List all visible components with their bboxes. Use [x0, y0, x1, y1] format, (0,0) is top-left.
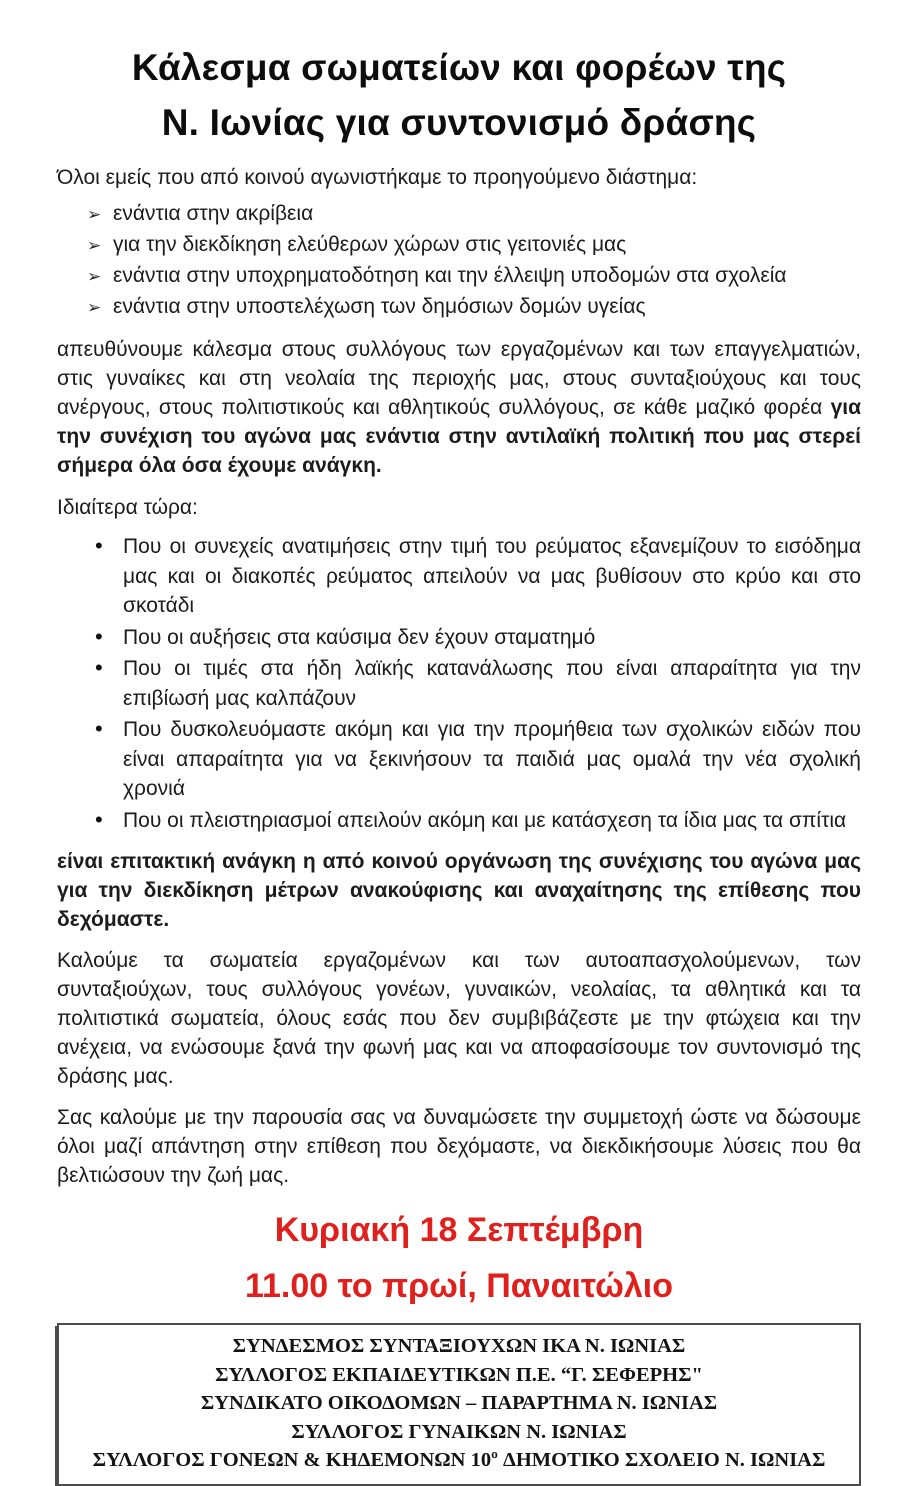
list-item-text: Που οι πλειστηριασμοί απειλούν ακόμη και με κατάσχεση τα ίδια μας τα σπίτια — [123, 808, 847, 832]
list-item-text: για την διεκδίκηση ελεύθερων χώρων στις γειτονιές μας — [113, 233, 627, 256]
list-item — [57, 714, 861, 804]
signatory: ΣΥΝΔΙΚΑΤΟ ΟΙΚΟΔΟΜΩΝ – ΠΑΡΑΡΤΗΜΑ Ν. ΙΩΝΙΑΣ — [200, 1392, 718, 1414]
list-item — [57, 292, 861, 323]
list-item — [57, 653, 861, 713]
list-item — [57, 261, 861, 292]
list-item-text: ενάντια στην υποστελέχωση των δημόσιων δομών υγείας — [113, 295, 646, 318]
list-item-text: ενάντια στην ακρίβεια — [113, 202, 314, 225]
arrow-bullet-list — [57, 199, 861, 323]
event-time-place: 11.00 το πρωί, Παναιτώλιο — [244, 1267, 673, 1305]
signatory: ΣΥΛΛΟΓΟΣ ΕΚΠΑΙΔΕΥΤΙΚΩΝ Π.Ε. “Γ. ΣΕΦΕΡΗΣ" — [215, 1363, 703, 1386]
intro-paragraph: Όλοι εμείς που από κοινού αγωνιστήκαμε το προηγούμενο διάστημα: — [57, 166, 698, 189]
dot-bullet-icon: • — [95, 533, 103, 558]
arrow-bullet-icon: ➢ — [87, 205, 102, 224]
signatory: ΣΥΛΛΟΓΟΣ ΓΟΝΕΩΝ & ΚΗΔΕΜΟΝΩΝ 10º ΔΗΜΟΤΙΚΟ ΣΧΟΛΕΙΟ Ν. ΙΩΝΙΑΣ — [92, 1449, 826, 1471]
call-paragraph-bold: για την συνέχιση του αγώνα μας ενάντια στην αντιλαϊκή πολιτική που μας στερεί σήμερα όλα όσα έχουμε ανάγκη. — [57, 396, 861, 477]
arrow-bullet-icon: ➢ — [87, 298, 102, 317]
signatory: ΣΥΝΔΕΣΜΟΣ ΣΥΝΤΑΞΙΟΥΧΩΝ ΙΚΑ Ν. ΙΩΝΙΑΣ — [232, 1335, 686, 1357]
signatories-box — [57, 1323, 861, 1486]
list-item — [57, 230, 861, 261]
dot-bullet-icon: • — [95, 806, 103, 832]
call-paragraph — [57, 335, 861, 480]
signatory: ΣΥΛΛΟΓΟΣ ΓΥΝΑΙΚΩΝ Ν. ΙΩΝΙΑΣ — [291, 1420, 627, 1443]
call-paragraph-normal: απευθύνουμε κάλεσμα στους συλλόγους των εργαζομένων και των επαγγελματιών, στις γυναίκες και στη νεολαία της περιοχής μας, στους συνταξιούχους και τους ανέργους, στους πολιτιστικούς και αθλητικούς συλλόγους, σε κάθε μαζικό φορέα — [57, 338, 861, 419]
list-item-text: ενάντια στην υποχρηματοδότηση και την έλλειψη υποδομών στα σχολεία — [113, 264, 787, 287]
dot-bullet-icon: • — [95, 655, 103, 680]
list-item — [57, 531, 861, 621]
list-item-text: Που οι αυξήσεις στα καύσιμα δεν έχουν σταματημό — [123, 625, 596, 649]
page-title-line-1: Κάλεσμα σωματείων και φορέων της — [131, 47, 787, 88]
dot-bullet-icon: • — [95, 716, 103, 741]
list-item — [57, 199, 861, 230]
page-title — [57, 40, 861, 150]
dot-bullet-icon: • — [95, 623, 103, 649]
imperative-paragraph: είναι επιτακτική ανάγκη η από κοινού οργάνωση της συνέχισης του αγώνα μας για την διεκδίκηση μέτρων ανακούφισης και αναχαίτησης της επίθεσης που δεχόμαστε. — [57, 850, 861, 931]
list-item — [57, 805, 861, 836]
list-item-text: Που δυσκολευόμαστε ακόμη και για την προμήθεια των σχολικών ειδών που είναι απαραίτητα για να ξεκινήσουν τα παιδιά μας ομαλά την νέα σχολική χρονιά — [123, 718, 861, 800]
list-item — [57, 622, 861, 653]
list-item-text: Που οι συνεχείς ανατιμήσεις στην τιμή του ρεύματος εξανεμίζουν το εισόδημα μας και οι διακοπές ρεύματος απειλούν να μας βυθίσουν στο κρύο και στο σκοτάδι — [123, 535, 861, 617]
invite-paragraph: Καλούμε τα σωματεία εργαζομένων και των αυτοαπασχολούμενων, των συνταξιούχων, τους συλλόγους γονέων, γυναικών, νεολαίας, τα αθλητικά και τα πολιτιστικά σωματεία, όλους εσάς που δεν συμβιβάζεστε με την φτώχεια και την ανέχεια, να ενώσουμε ξανά την φωνή μας και να αποφασίσουμε τον συντονισμό της δράσης μας. — [57, 949, 861, 1088]
event-date: Κυριακή 18 Σεπτέμβρη — [274, 1211, 644, 1249]
presence-paragraph: Σας καλούμε με την παρουσία σας να δυναμώσετε την συμμετοχή ώστε να δώσουμε όλοι μαζί απάντηση στην επίθεση που δεχόμαστε, να διεκδικήσουμε λύσεις που θα βελτιώσουν την ζωή μας. — [57, 1106, 861, 1187]
arrow-bullet-icon: ➢ — [87, 267, 102, 286]
dot-bullet-list — [57, 531, 861, 835]
now-heading: Ιδιαίτερα τώρα: — [57, 496, 198, 519]
arrow-bullet-icon: ➢ — [87, 236, 102, 255]
list-item-text: Που οι τιμές στα ήδη λαϊκής κατανάλωσης που είναι απαραίτητα για την επιβίωσή μας καλπάζουν — [123, 657, 861, 710]
page-title-line-2: Ν. Ιωνίας για συντονισμό δράσης — [161, 102, 757, 143]
